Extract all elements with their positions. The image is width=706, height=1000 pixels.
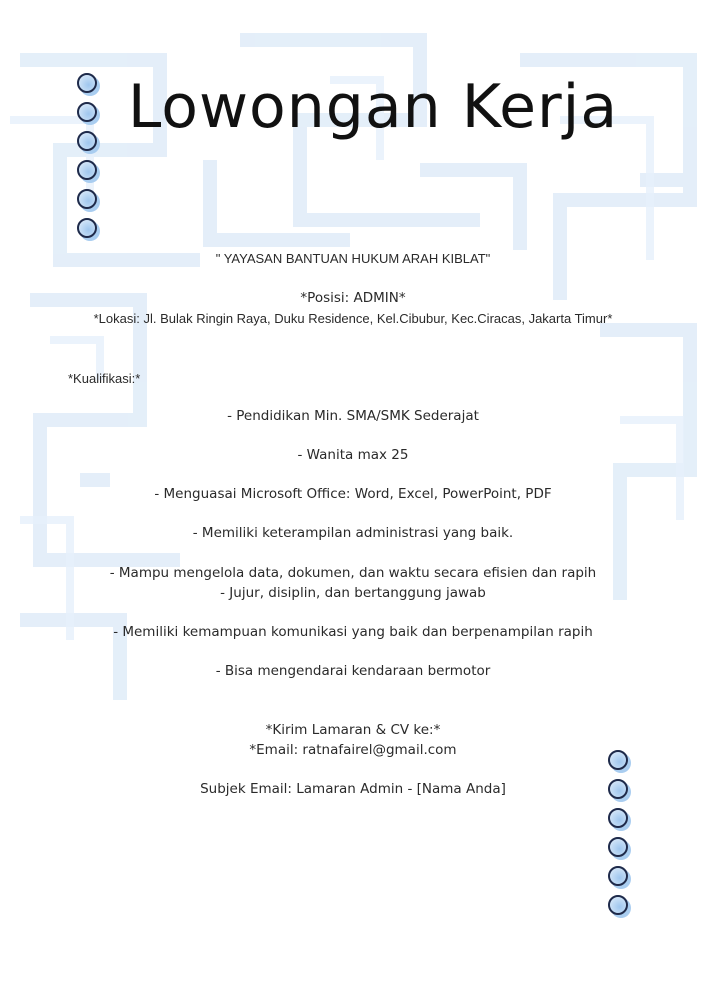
qualification-item: - Mampu mengelola data, dokumen, dan waktu secara efisien dan rapih [109,565,597,581]
ring-icon [608,837,628,857]
qualification-item: - Menguasai Microsoft Office: Word, Excel, PowerPoint, PDF [154,486,552,502]
qualification-item: - Jujur, disiplin, dan bertanggung jawab [220,585,486,601]
qualifications-heading: *Kualifikasi:* [68,371,141,386]
page-title: Lowongan Kerja [127,72,619,142]
location-line: *Lokasi: Jl. Bulak Ringin Raya, Duku Residence, Kel.Cibubur, Kec.Ciracas, Jakarta Timur* [93,311,613,326]
ring-icon [608,808,628,828]
apply-subject: Subjek Email: Lamaran Admin - [Nama Anda] [200,781,506,797]
qualification-item: - Memiliki keterampilan administrasi yang baik. [192,525,514,541]
apply-email: *Email: ratnafairel@gmail.com [249,742,457,758]
position-line: *Posisi: ADMIN* [300,290,406,306]
apply-heading: *Kirim Lamaran & CV ke:* [265,722,441,738]
ring-icon [608,895,628,915]
qualification-item: - Memiliki kemampuan komunikasi yang baik dan berpenampilan rapih [113,624,593,640]
organization-name: " YAYASAN BANTUAN HUKUM ARAH KIBLAT" [215,251,491,266]
ring-icon [77,160,97,180]
ring-icon [608,866,628,886]
binder-rings-bottom-right [608,750,628,915]
ring-icon [77,218,97,238]
ring-icon [77,189,97,209]
qualification-item: - Pendidikan Min. SMA/SMK Sederajat [227,408,479,424]
qualification-item: - Bisa mengendarai kendaraan bermotor [215,663,491,679]
qualification-item: - Wanita max 25 [297,447,409,463]
